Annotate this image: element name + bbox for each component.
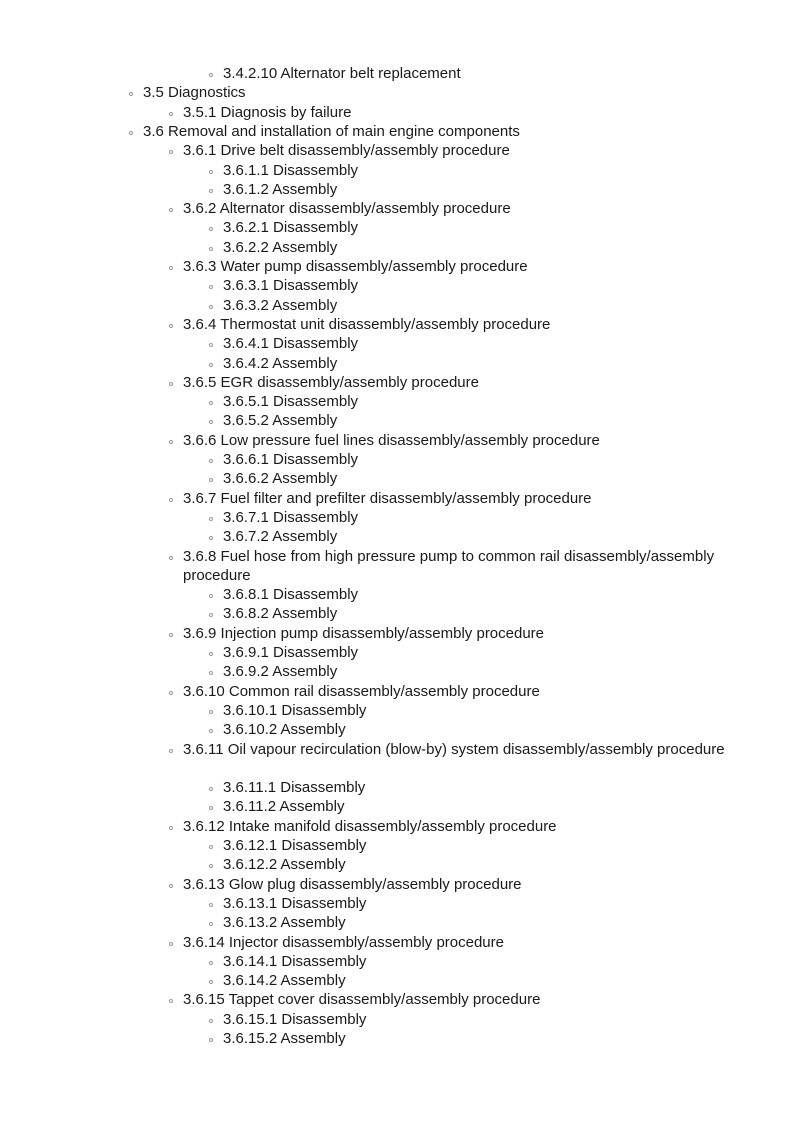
toc-item[interactable] — [0, 662, 764, 681]
toc-item-label: 3.6.10 Common rail disassembly/assembly procedure — [183, 682, 540, 700]
toc-item-label: 3.6.12.1 Disassembly — [223, 837, 367, 854]
bullet-circle-icon — [209, 247, 213, 251]
toc-item-label: 3.6.7 Fuel filter and prefilter disassembly/assembly procedure — [183, 489, 592, 507]
toc-item[interactable] — [0, 315, 764, 334]
toc-item-label: 3.6.2.1 Disassembly — [223, 219, 359, 237]
toc-item[interactable] — [0, 990, 764, 1009]
toc-item-label: 3.6.15.2 Assembly — [223, 1030, 346, 1047]
toc-item-label: 3.6.1.1 Disassembly — [223, 161, 359, 179]
toc-item-label: 3.6.8 Fuel hose from high pressure pump to common rail disassembly/assembly procedure — [183, 547, 715, 584]
toc-item[interactable] — [0, 527, 764, 546]
toc-item[interactable] — [0, 83, 764, 102]
toc-item-label: 3.6.9 Injection pump disassembly/assembly procedure — [183, 624, 545, 642]
toc-item[interactable] — [0, 489, 764, 508]
toc-item[interactable] — [0, 431, 764, 450]
toc-item[interactable] — [0, 199, 764, 218]
bullet-circle-icon — [169, 633, 173, 637]
toc-item-label: 3.6.5.1 Disassembly — [223, 393, 359, 411]
bullet-circle-icon — [169, 382, 173, 386]
bullet-circle-icon — [209, 189, 213, 193]
toc-item-label: 3.6.14.2 Assembly — [223, 972, 346, 990]
bullet-circle-icon — [169, 498, 173, 502]
bullet-circle-icon — [209, 845, 213, 849]
toc-item-label: 3.6 Removal and installation of main engine components — [143, 122, 520, 140]
toc-item[interactable] — [0, 817, 764, 836]
toc-item[interactable] — [0, 585, 764, 604]
toc-item-label: 3.6.8.1 Disassembly — [223, 586, 359, 604]
bullet-circle-icon — [169, 691, 173, 695]
toc-item[interactable] — [0, 778, 764, 797]
toc-item[interactable] — [0, 276, 764, 295]
bullet-circle-icon — [209, 517, 213, 521]
toc-item-label: 3.4.2.10 Alternator belt replacement — [223, 65, 461, 82]
bullet-circle-icon — [209, 305, 213, 309]
toc-item-label: 3.6.4.1 Disassembly — [223, 335, 359, 353]
toc-item-label: 3.6.13.2 Assembly — [223, 914, 346, 932]
bullet-circle-icon — [209, 1038, 213, 1042]
bullet-circle-icon — [209, 459, 213, 463]
toc-item-label: 3.6.13 Glow plug disassembly/assembly procedure — [183, 875, 522, 893]
toc-item[interactable] — [0, 855, 764, 874]
toc-item-label: 3.6.15.1 Disassembly — [223, 1010, 367, 1028]
bullet-circle-icon — [169, 942, 173, 946]
bullet-circle-icon — [209, 73, 213, 77]
toc-item[interactable] — [0, 682, 764, 701]
toc-item-label: 3.6.8.2 Assembly — [223, 605, 338, 623]
toc-item[interactable] — [0, 971, 764, 990]
toc-item[interactable] — [0, 836, 764, 855]
toc-item[interactable] — [0, 1029, 764, 1048]
toc-item-label: 3.6.1.2 Assembly — [223, 180, 338, 198]
toc-item-label: 3.6.5 EGR disassembly/assembly procedure — [183, 373, 479, 391]
toc-item-label: 3.6.6.1 Disassembly — [223, 451, 359, 468]
toc-item[interactable] — [0, 141, 764, 160]
toc-item[interactable] — [0, 547, 764, 586]
toc-item[interactable] — [0, 624, 764, 643]
toc-item[interactable] — [0, 450, 764, 469]
toc-item[interactable] — [0, 643, 764, 662]
toc-item[interactable] — [0, 122, 764, 141]
bullet-circle-icon — [169, 826, 173, 830]
toc-item[interactable] — [0, 1010, 764, 1029]
toc-item-label: 3.6.7.2 Assembly — [223, 528, 338, 546]
toc-item[interactable] — [0, 469, 764, 488]
toc-item-label: 3.6.13.1 Disassembly — [223, 894, 367, 912]
toc-item[interactable] — [0, 411, 764, 430]
toc-item[interactable] — [0, 913, 764, 932]
toc-item-label: 3.6.10.1 Disassembly — [223, 701, 367, 719]
toc-item-label: 3.6.14.1 Disassembly — [223, 952, 367, 970]
bullet-circle-icon — [209, 652, 213, 656]
toc-item-label: 3.6.9.1 Disassembly — [223, 644, 359, 661]
toc-item[interactable] — [0, 604, 764, 623]
bullet-circle-icon — [209, 363, 213, 367]
toc-item-label: 3.6.3.1 Disassembly — [223, 277, 359, 295]
bullet-circle-icon — [169, 324, 173, 328]
toc-item-label: 3.6.3.2 Assembly — [223, 296, 338, 314]
toc-item-label: 3.6.6.2 Assembly — [223, 470, 338, 488]
toc-item[interactable] — [0, 740, 764, 759]
toc-item-label: 3.6.11.2 Assembly — [223, 798, 345, 816]
toc-item-label: 3.6.9.2 Assembly — [223, 663, 338, 681]
bullet-circle-icon — [169, 266, 173, 270]
toc-item-label: 3.6.11.1 Disassembly — [223, 779, 366, 797]
toc-item-label: 3.6.14 Injector disassembly/assembly procedure — [183, 933, 504, 951]
toc-item-label: 3.6.3 Water pump disassembly/assembly procedure — [183, 258, 528, 275]
toc-item[interactable] — [0, 373, 764, 392]
toc-item[interactable] — [0, 875, 764, 894]
bullet-circle-icon — [169, 440, 173, 444]
toc-item-label: 3.6.12 Intake manifold disassembly/assembly procedure — [183, 817, 557, 835]
toc-item[interactable] — [0, 180, 764, 199]
toc-item[interactable] — [0, 894, 764, 913]
toc-item[interactable] — [0, 933, 764, 952]
bullet-circle-icon — [169, 749, 173, 753]
toc-item[interactable] — [0, 720, 764, 739]
toc-item[interactable] — [0, 218, 764, 237]
bullet-circle-icon — [209, 170, 213, 174]
toc-item[interactable] — [0, 103, 764, 122]
toc-item-label: 3.6.15 Tappet cover disassembly/assembly procedure — [183, 991, 541, 1009]
toc-item-label: 3.6.5.2 Assembly — [223, 412, 338, 430]
bullet-circle-icon — [209, 903, 213, 907]
bullet-circle-icon — [209, 710, 213, 714]
toc-item[interactable] — [0, 701, 764, 720]
toc-item-label: 3.6.1 Drive belt disassembly/assembly procedure — [183, 142, 510, 160]
toc-item[interactable] — [0, 508, 764, 527]
bullet-circle-icon — [169, 884, 173, 888]
toc-item-label: 3.6.4.2 Assembly — [223, 354, 338, 372]
toc-item[interactable] — [0, 334, 764, 353]
toc-item[interactable] — [0, 952, 764, 971]
bullet-circle-icon — [169, 556, 173, 560]
toc-item[interactable] — [0, 257, 764, 276]
toc-item[interactable] — [0, 64, 764, 83]
toc-item-label: 3.6.4 Thermostat unit disassembly/assembly procedure — [183, 315, 551, 333]
toc-item[interactable] — [0, 392, 764, 411]
toc-item-label: 3.6.12.2 Assembly — [223, 856, 346, 874]
toc-item[interactable] — [0, 797, 764, 816]
toc-item-label: 3.6.10.2 Assembly — [223, 721, 346, 739]
toc-item[interactable] — [0, 161, 764, 180]
bullet-circle-icon — [209, 961, 213, 965]
toc-item-label: 3.5.1 Diagnosis by failure — [183, 103, 352, 121]
toc-item[interactable] — [0, 296, 764, 315]
toc-item-label: 3.6.7.1 Disassembly — [223, 508, 359, 526]
bullet-circle-icon — [169, 112, 173, 116]
toc-item-label: 3.6.6 Low pressure fuel lines disassembly/assembly procedure — [183, 431, 600, 449]
toc-item-label: 3.6.2 Alternator disassembly/assembly procedure — [183, 200, 511, 218]
bullet-circle-icon — [129, 131, 133, 135]
bullet-circle-icon — [209, 1019, 213, 1023]
toc-item-label: 3.6.11 Oil vapour recirculation (blow-by) system disassembly/assembly procedure — [183, 740, 725, 758]
toc-item-label: 3.6.2.2 Assembly — [223, 238, 338, 256]
toc-item[interactable] — [0, 238, 764, 257]
toc-item[interactable] — [0, 354, 764, 373]
toc-item-label: 3.5 Diagnostics — [143, 84, 246, 102]
